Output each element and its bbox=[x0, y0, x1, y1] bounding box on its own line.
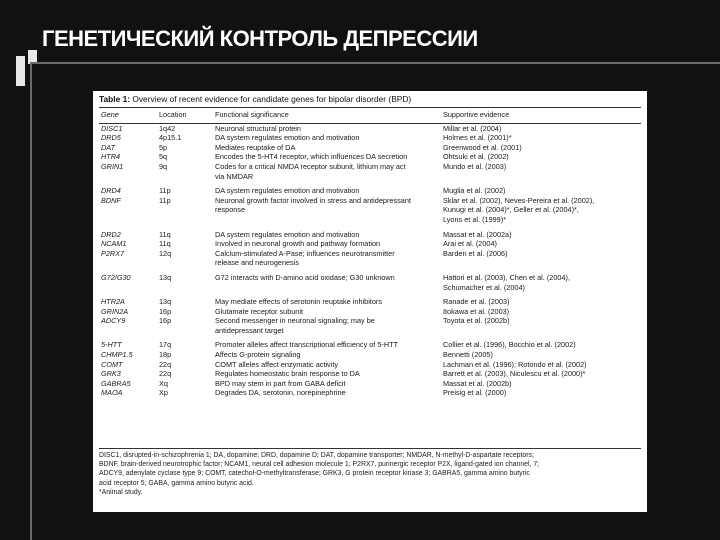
function-cell: Encodes the 5-HT4 receptor, which influences DA secretion bbox=[215, 152, 408, 162]
location-cell: 12q bbox=[159, 248, 172, 258]
table-row bbox=[99, 152, 641, 162]
table-body bbox=[99, 123, 641, 398]
evidence-cell: Mundo et al. (2003) bbox=[443, 161, 507, 171]
evidence-cell: Millar et al. (2004) bbox=[443, 123, 502, 133]
table-row bbox=[99, 196, 641, 206]
gene-cell: DRD5 bbox=[101, 133, 121, 143]
evidence-cell bbox=[441, 172, 641, 182]
gene-cell: GABRA5 bbox=[101, 378, 131, 388]
gene-cell: BDNF bbox=[101, 195, 121, 205]
gene-cell: DRD2 bbox=[101, 229, 121, 239]
gene-cell bbox=[99, 326, 157, 336]
decor-vertical-rule bbox=[30, 62, 32, 540]
slide-title: ГЕНЕТИЧЕСКИЙ КОНТРОЛЬ ДЕПРЕССИИ bbox=[42, 26, 478, 51]
gene-cell bbox=[99, 215, 157, 225]
evidence-cell: Ohtsuki et al. (2002) bbox=[443, 152, 509, 162]
gene-cell: COMT bbox=[101, 359, 123, 369]
gene-cell: DAT bbox=[101, 142, 116, 152]
table-row bbox=[99, 205, 641, 215]
gene-cell: DISC1 bbox=[101, 123, 123, 133]
evidence-cell: Ranade et al. (2003) bbox=[443, 297, 510, 307]
function-cell: release and neurogenesis bbox=[215, 258, 299, 268]
gene-cell: GRIN1 bbox=[101, 161, 124, 171]
table-row bbox=[99, 360, 641, 370]
gene-cell: MAOA bbox=[101, 388, 123, 398]
table-row bbox=[99, 268, 641, 283]
location-cell: 5p bbox=[159, 142, 168, 152]
evidence-cell: Collier et al. (1996), Bocchio et al. (2002) bbox=[443, 340, 576, 350]
gene-cell bbox=[99, 283, 157, 293]
location-cell bbox=[157, 258, 213, 268]
function-cell: DA system regulates emotion and motivation bbox=[215, 186, 360, 196]
function-cell: Involved in neuronal growth and pathway formation bbox=[215, 239, 381, 249]
evidence-cell: Massat et al. (2002a) bbox=[443, 229, 512, 239]
location-cell: 1q42 bbox=[159, 123, 176, 133]
table-row bbox=[99, 307, 641, 317]
evidence-cell: Arai et al. (2004) bbox=[443, 239, 497, 249]
gene-cell: GRIN2A bbox=[101, 306, 129, 316]
table-row bbox=[99, 162, 641, 172]
table-row bbox=[99, 258, 641, 268]
location-cell: 5q bbox=[159, 152, 168, 162]
evidence-cell: Lyons et al. (1999)* bbox=[443, 214, 507, 224]
function-cell: Second messenger in neuronal signaling; may be bbox=[215, 316, 375, 326]
gene-cell: G72/G30 bbox=[101, 272, 131, 282]
function-cell bbox=[213, 215, 441, 225]
evidence-cell: Greenwood et al. (2001) bbox=[443, 142, 522, 152]
table-row bbox=[99, 292, 641, 307]
gene-cell: ADCY9 bbox=[101, 316, 126, 326]
evidence-cell bbox=[441, 326, 641, 336]
footnote-line: *Animal study. bbox=[99, 488, 143, 496]
evidence-cell: Kunugi et al. (2004)*, Geller et al. (2004)*, bbox=[443, 205, 579, 215]
evidence-cell bbox=[441, 258, 641, 268]
evidence-cell: Barrett et al. (2003), Niculescu et al. (2000)* bbox=[443, 369, 586, 379]
location-cell: 13q bbox=[159, 272, 172, 282]
location-cell bbox=[157, 172, 213, 182]
function-cell: Codes for a critical NMDA receptor subunit, lithium may act bbox=[215, 161, 406, 171]
location-cell bbox=[157, 205, 213, 215]
caption-label: Table 1: bbox=[99, 94, 131, 104]
evidence-cell: Lachman et al. (1996); Rotondo et al. (2002) bbox=[443, 359, 587, 369]
location-cell: 11p bbox=[159, 186, 171, 196]
function-cell: DA system regulates emotion and motivation bbox=[215, 229, 360, 239]
decor-bar bbox=[16, 56, 25, 86]
location-cell: Xp bbox=[159, 388, 168, 398]
location-cell: 11p bbox=[159, 195, 171, 205]
location-cell: 16p bbox=[159, 306, 172, 316]
location-cell: 22q bbox=[159, 369, 172, 379]
function-cell: BPD may stem in part from GABA deficit bbox=[215, 378, 346, 388]
gene-cell bbox=[99, 258, 157, 268]
column-header: Location bbox=[157, 108, 213, 124]
table-row bbox=[99, 215, 641, 225]
table-row bbox=[99, 335, 641, 350]
function-cell: May mediate effects of serotonin reuptake inhibitors bbox=[215, 297, 382, 307]
column-header: Supportive evidence bbox=[441, 108, 641, 124]
gene-cell: HTR2A bbox=[101, 297, 125, 307]
function-cell: via NMDAR bbox=[215, 171, 254, 181]
gene-cell: HTR4 bbox=[101, 152, 121, 162]
table-footnotes bbox=[99, 448, 641, 497]
table-row bbox=[99, 316, 641, 326]
location-cell: 13q bbox=[159, 297, 172, 307]
table-row bbox=[99, 123, 641, 133]
table-row bbox=[99, 225, 641, 240]
column-header: Functional significance bbox=[213, 108, 441, 124]
footnote-line: ADCY9, adenylate cyclase type 9; COMT, catechol-O-methyltransferase; GRK3, G protein receptor kinase 3; GABRA5, gamma amino butyric bbox=[99, 470, 530, 478]
table-row bbox=[99, 326, 641, 336]
gene-cell: P2RX7 bbox=[101, 248, 125, 258]
evidence-cell: Hattori et al. (2003), Chen et al. (2004), bbox=[443, 272, 570, 282]
function-cell: DA system regulates emotion and motivation bbox=[215, 133, 360, 143]
location-cell bbox=[157, 283, 213, 293]
evidence-cell: Muglia et al. (2002) bbox=[443, 186, 506, 196]
gene-cell: NCAM1 bbox=[101, 239, 127, 249]
function-cell: antidepressant target bbox=[215, 325, 284, 335]
caption-text: Overview of recent evidence for candidate genes for bipolar disorder (BPD) bbox=[130, 94, 412, 104]
location-cell: 11q bbox=[159, 229, 171, 239]
gene-cell bbox=[99, 205, 157, 215]
table-row bbox=[99, 350, 641, 360]
table-row bbox=[99, 172, 641, 182]
evidence-cell: Bennetti (2005) bbox=[443, 350, 493, 360]
candidate-genes-table bbox=[99, 107, 641, 398]
function-cell: COMT alleles affect enzymatic activity bbox=[215, 359, 339, 369]
table-row bbox=[99, 369, 641, 379]
footnote-line: acid receptor 5; GABA, gamma amino butyric acid. bbox=[99, 479, 254, 487]
function-cell: response bbox=[215, 205, 246, 215]
table-header-row bbox=[99, 108, 641, 124]
location-cell: 4p15.1 bbox=[159, 133, 182, 143]
evidence-cell: Sklar et al. (2002), Neves-Pereira et al. (2002), bbox=[443, 195, 595, 205]
function-cell: Degrades DA, serotonin, norepinephrine bbox=[215, 388, 346, 398]
location-cell: Xq bbox=[159, 378, 168, 388]
function-cell: Neuronal growth factor involved in stress and antidepressant bbox=[215, 195, 411, 205]
table-row bbox=[99, 249, 641, 259]
evidence-cell: Holmes et al. (2001)* bbox=[443, 133, 512, 143]
location-cell: 22q bbox=[159, 359, 172, 369]
location-cell: 17q bbox=[159, 340, 172, 350]
function-cell: G72 interacts with D-amino acid oxidase; G30 unknown bbox=[215, 272, 395, 282]
table-row bbox=[99, 181, 641, 196]
evidence-cell: Massat et al. (2002b) bbox=[443, 378, 512, 388]
location-cell: 11q bbox=[159, 239, 171, 249]
evidence-cell: Toyota et al. (2002b) bbox=[443, 316, 510, 326]
column-header: Gene bbox=[99, 108, 157, 124]
function-cell: Regulates homeostatic brain response to DA bbox=[215, 369, 360, 379]
evidence-cell: Schumacher et al. (2004) bbox=[443, 282, 525, 292]
location-cell: 16p bbox=[159, 316, 172, 326]
function-cell bbox=[213, 283, 441, 293]
gene-cell: DRD4 bbox=[101, 186, 121, 196]
table-caption bbox=[99, 94, 647, 104]
evidence-cell: Preisig et al. (2000) bbox=[443, 388, 507, 398]
function-cell: Affects G-protein signaling bbox=[215, 350, 301, 360]
evidence-cell: Itokawa et al. (2003) bbox=[443, 306, 510, 316]
location-cell bbox=[157, 215, 213, 225]
table-image-panel bbox=[93, 91, 647, 512]
table-row bbox=[99, 379, 641, 389]
function-cell: Promoter alleles affect transcriptional efficiency of 5-HTT bbox=[215, 340, 399, 350]
function-cell: Neuronal structural protein bbox=[215, 123, 301, 133]
footnote-line: BDNF, brain-derived neurotrophic factor; NCAM1, neural cell adhesion molecule 1; P2RX7, purinergic receptor P2X, ligand-gated ion channel, 7; bbox=[99, 461, 540, 469]
gene-cell: CHMP1.5 bbox=[101, 350, 133, 360]
decor-horizontal-rule bbox=[30, 62, 720, 64]
function-cell: Mediates reuptake of DA bbox=[215, 142, 296, 152]
gene-cell bbox=[99, 172, 157, 182]
function-cell: Glutamate receptor subunit bbox=[215, 306, 304, 316]
table-row bbox=[99, 283, 641, 293]
gene-cell: GRK3 bbox=[101, 369, 121, 379]
location-cell: 18p bbox=[159, 350, 172, 360]
evidence-cell: Barden et al. (2006) bbox=[443, 248, 508, 258]
footnote-line: DISC1, disrupted-in-schizophrenia 1; DA, dopamine; DRD, dopamine D; DAT, dopamine transporter; NMDAR, N-methyl-D-aspartate receptors; bbox=[99, 452, 534, 459]
location-cell bbox=[157, 326, 213, 336]
function-cell: Calcium-stimulated A-Pase; influences neurotransmitter bbox=[215, 248, 395, 258]
table-row bbox=[99, 388, 641, 398]
location-cell: 9q bbox=[159, 161, 168, 171]
table-row bbox=[99, 239, 641, 249]
table-row bbox=[99, 143, 641, 153]
gene-cell: 5-HTT bbox=[101, 340, 122, 350]
table-row bbox=[99, 133, 641, 143]
